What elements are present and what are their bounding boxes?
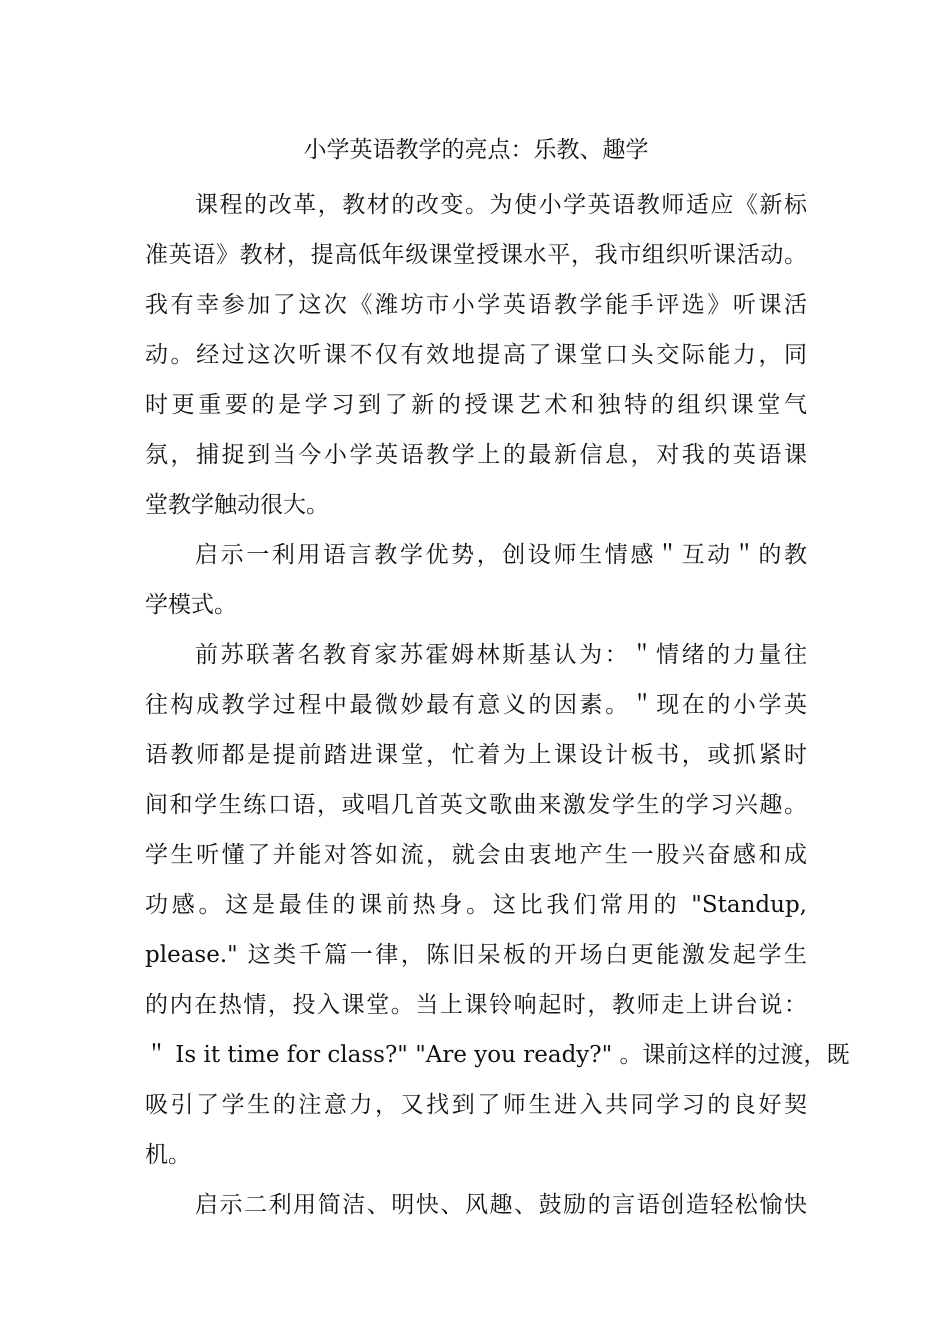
- text-line-17: 的内在热情，投入课堂。当上课铃响起时，教师走上讲台说：: [145, 992, 807, 1018]
- text-line-14: 学生听懂了并能对答如流，就会由衷地产生一股兴奋感和成: [145, 842, 807, 868]
- text-line-12: 语教师都是提前踏进课堂，忙着为上课设计板书，或抓紧时: [145, 742, 807, 768]
- text-line-5: 时更重要的是学习到了新的授课艺术和独特的组织课堂气: [145, 392, 807, 418]
- text-line-3: 我有幸参加了这次《潍坊市小学英语教学能手评选》听课活: [145, 292, 807, 318]
- text-line-18: ＂ Is it time for class?" "Are you ready?" 。课前这样的过渡，既: [145, 1042, 850, 1068]
- text-line-21: 启示二利用简洁、明快、风趣、鼓励的言语创造轻松愉快: [195, 1192, 807, 1218]
- document-body: [145, 180, 850, 1230]
- text-line-19: 吸引了学生的注意力，又找到了师生进入共同学习的良好契: [145, 1092, 807, 1118]
- text-line-9: 学模式。: [145, 592, 237, 618]
- text-line-20: 机。: [145, 1142, 191, 1168]
- text-line-10: 前苏联著名教育家苏霍姆林斯基认为：＂情绪的力量往: [195, 642, 807, 668]
- text-line-16: please." 这类千篇一律，陈旧呆板的开场白更能激发起学生: [145, 942, 807, 968]
- text-line-11: 往构成教学过程中最微妙最有意义的因素。＂现在的小学英: [145, 692, 807, 718]
- text-line-6: 氛，捕捉到当今小学英语教学上的最新信息，对我的英语课: [145, 442, 807, 468]
- text-line-8: 启示一利用语言教学优势，创设师生情感＂互动＂的教: [195, 542, 807, 568]
- document-title: 小学英语教学的亮点：乐教、趣学: [303, 137, 649, 163]
- text-line-13: 间和学生练口语，或唱几首英文歌曲来激发学生的学习兴趣。: [145, 792, 807, 818]
- text-line-7: 堂教学触动很大。: [145, 492, 329, 518]
- text-line-1: 课程的改革，教材的改变。为使小学英语教师适应《新标: [195, 192, 807, 218]
- text-line-4: 动。经过这次听课不仅有效地提高了课堂口头交际能力，同: [145, 342, 807, 368]
- text-line-2: 准英语》教材，提高低年级课堂授课水平，我市组织听课活动。: [145, 242, 807, 268]
- text-line-15: 功感。这是最佳的课前热身。这比我们常用的 "Standup,: [145, 892, 807, 918]
